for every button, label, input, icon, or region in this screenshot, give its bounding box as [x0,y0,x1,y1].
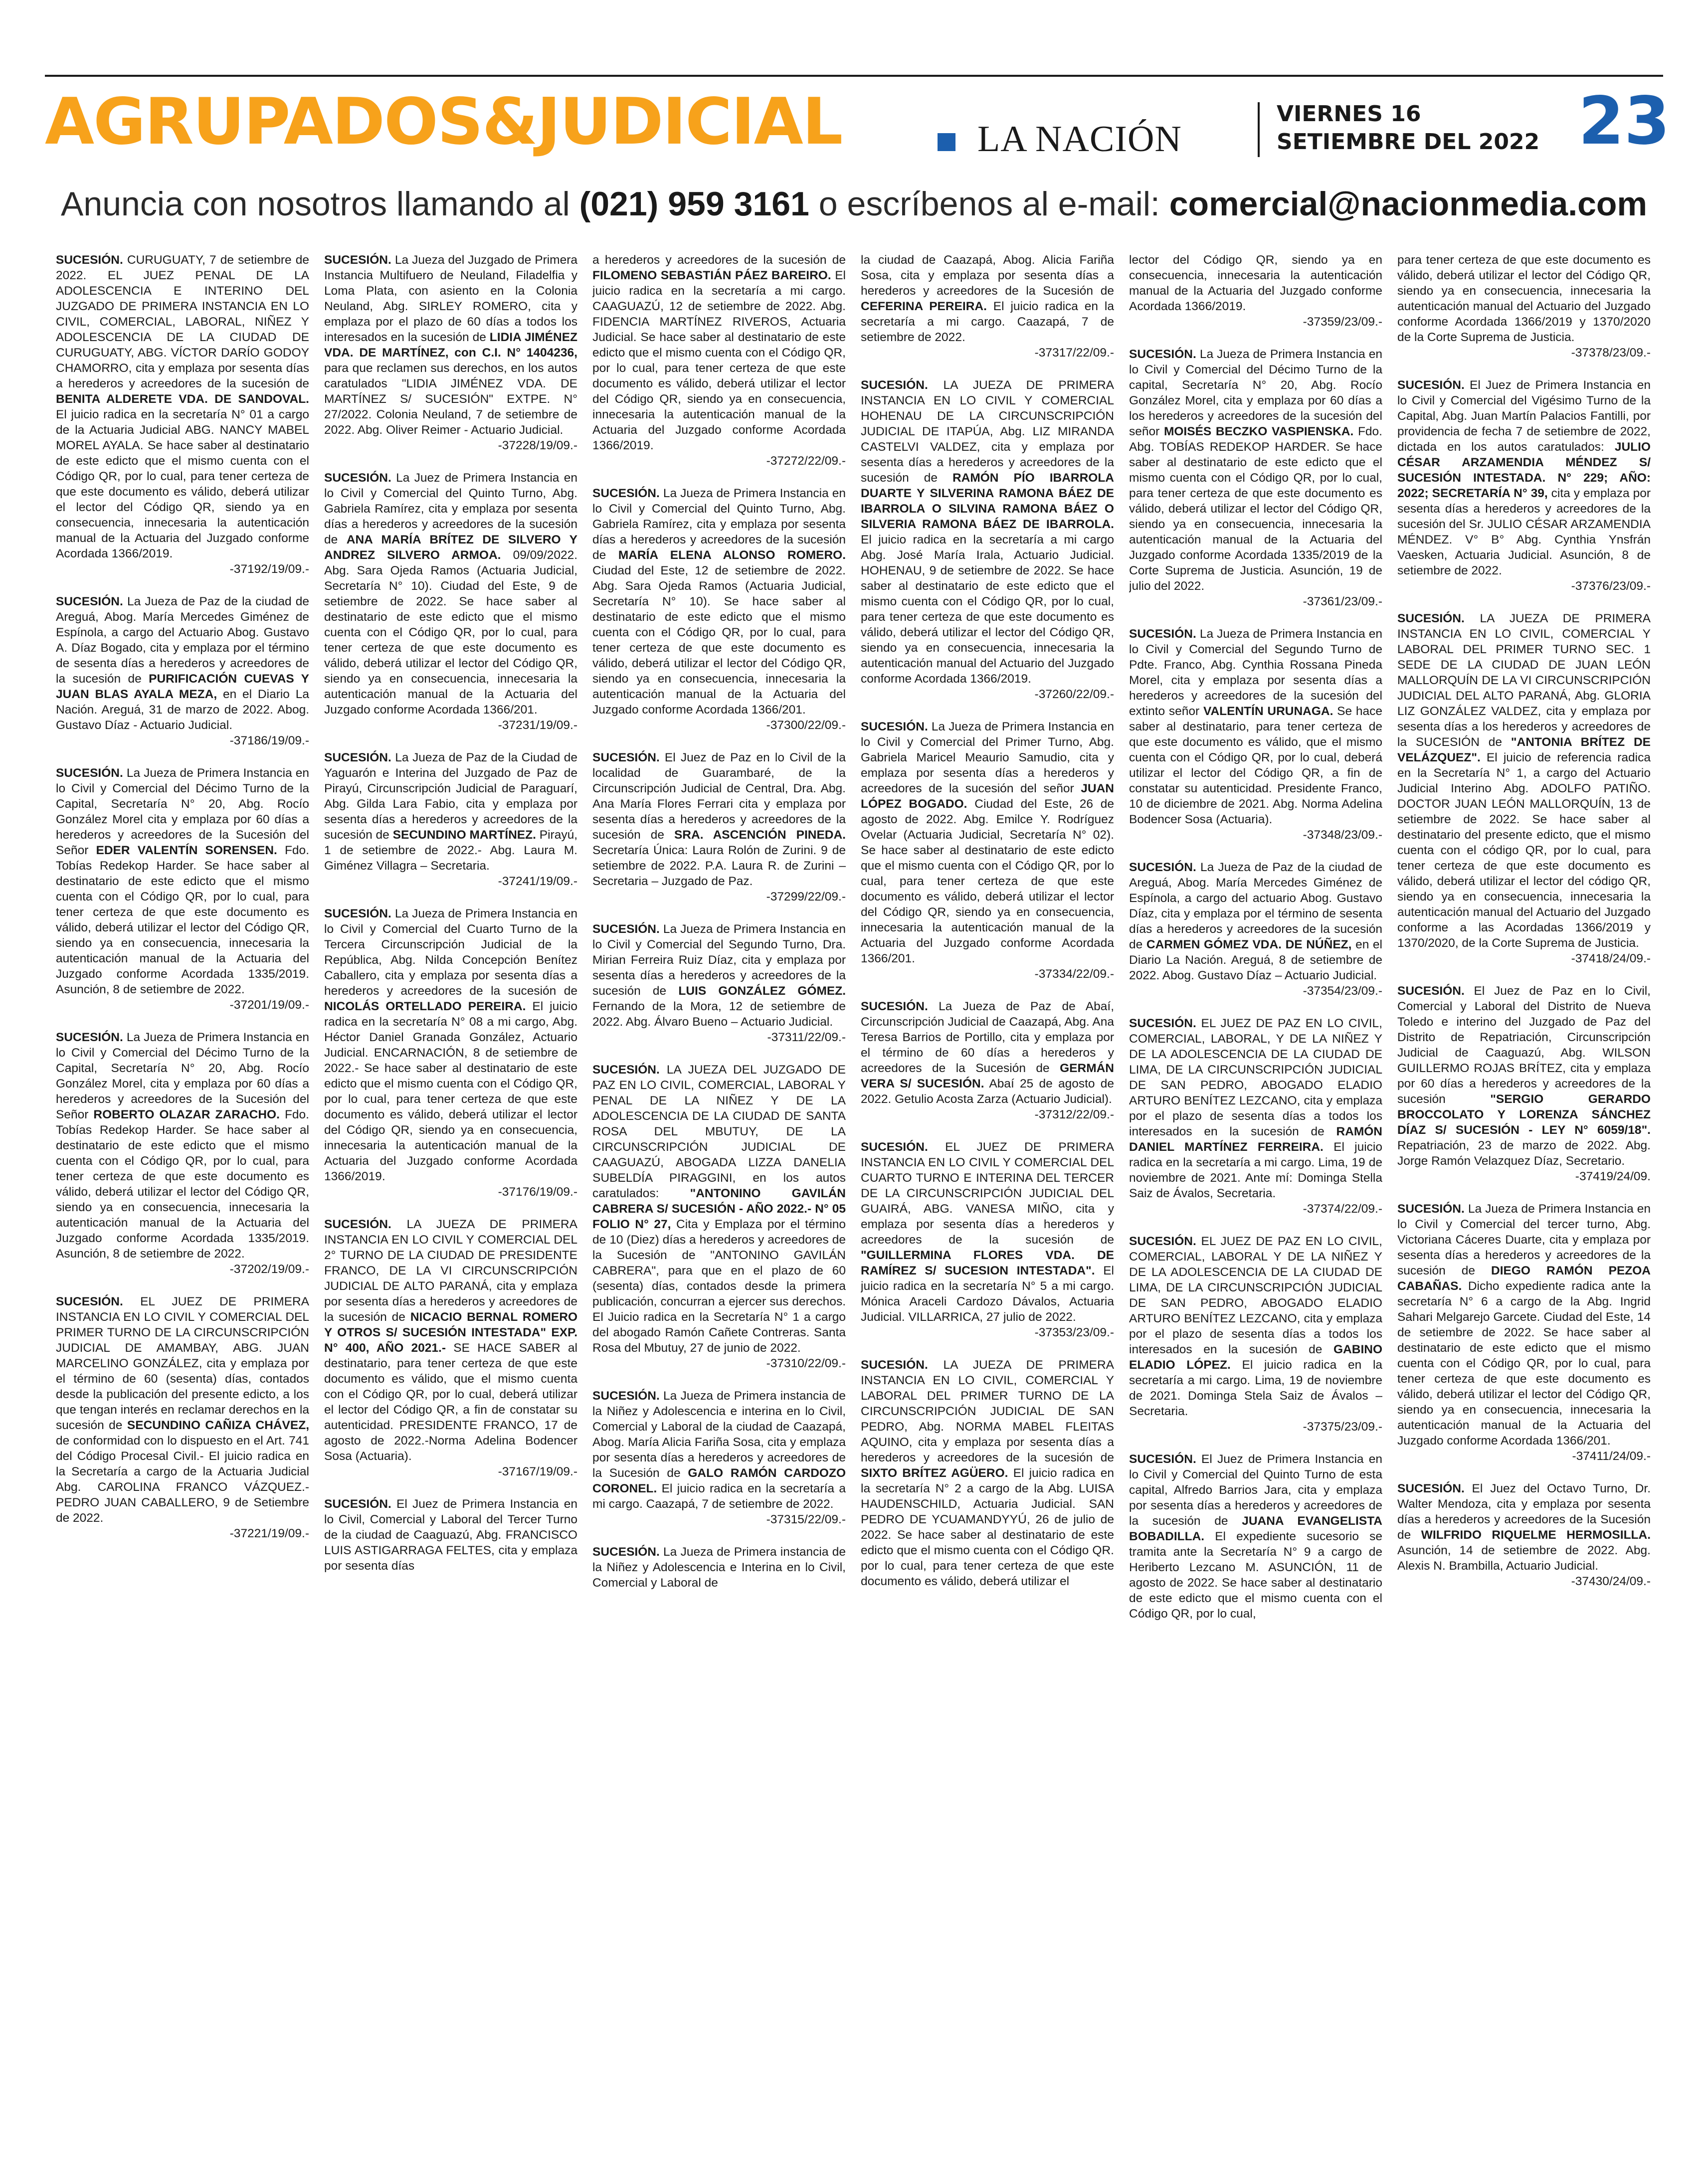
notice-text: LA JUEZA DEL JUZGADO DE PAZ EN LO CIVIL, COMERCIAL, LABORAL Y PENAL DE LA NIÑEZ Y DE LA ADOLESCENCIA DE LA CIUDAD DE SANTA ROSA DEL MBUTUY, DE LA CIRCUNSCRIPCIÓN JUDICIAL DE CAAGUAZÚ, ABOGADA LIZZA DANELIA SUBELDÍA PIRAGGINI, en los autos caratulados: [592,1063,846,1200]
legal-notice [1397,983,1651,1184]
notice-text: cita y emplaza por sesenta días a herederos y acreedores de la sucesión del Sr. JULIO CÉSAR ARZAMENDIA MÉNDEZ. V° B° Abg. Cynthia Ynsfrán Vaesken, Actuaria Judicial. Asunción, 8 de setiembre de 2022. [1397,487,1651,577]
notice-text: Ciudad del Este, 26 de agosto de 2022. Abg. Emilce Y. Rodríguez Ovelar (Actuaria Judicial, Secretaría N° 02). Se hace saber al destinatario de este edicto que el mismo cuenta con el Código QR, por lo cual, para tener certeza de que este documento es válido, deberá utilizar el lector del Código QR, siendo ya en consecuencia, innecesaria la autenticación manual de la Actuaria del Juzgado conforme Acordada 1366/201. [861,797,1114,965]
top-rule [45,75,1663,77]
notice-text: La Juez de Primera Instancia en lo Civil y Comercial del Quinto Turno, Abg. Gabriela Ramírez, cita y emplaza por sesenta días a herederos y acreedores de la sucesión de [324,471,577,546]
deceased-name: GABINO ELADIO LÓPEZ. [1129,1343,1382,1372]
deceased-name: ANA MARÍA BRÍTEZ DE SILVERO Y ANDREZ SILVERO ARMOA. [324,533,577,562]
notice-reference: -37192/19/09.- [229,562,309,576]
notice-text: Se hace saber al destinatario, para tener certeza de que este documento es válido, que el mismo cuenta con el Código QR, por lo cual, deberá utilizar el lector del Código QR, a fin de constatar su autenticidad. Presidente Franco, 10 de diciembre de 2021. Abg. Norma Adelina Bodencer Sosa (Actuaria). [1129,705,1382,826]
notice-text: La Jueza de Primera Instancia en lo Civil y Comercial del Quinto Turno, Abg. Gabriela Ramírez, cita y emplaza por sesenta días a herederos y acreedores de la sucesión de [592,487,846,562]
deceased-name: "GUILLERMINA FLORES VDA. DE RAMÍREZ S/ SUCESION INTESTADA". [861,1249,1114,1277]
paper-name: LA NACIÓN [977,119,1182,160]
legal-notice [1397,1201,1651,1464]
deceased-name: CARMEN GÓMEZ VDA. DE NÚÑEZ, [1146,938,1352,951]
notice-lead: SUCESIÓN. [592,1545,660,1559]
notice-lead: SUCESIÓN. [592,922,660,936]
legal-notice [56,1294,309,1541]
notice-text: Repatriación, 23 de marzo de 2022. Abg. Jorge Ramón Velazquez Díaz, Secretario. [1397,1139,1651,1168]
notice-reference: -37378/23/09.- [1571,346,1651,360]
notice-text: CURUGUATY, 7 de setiembre de 2022. EL JUEZ PENAL DE LA ADOLESCENCIA E INTERINO DEL JUZGADO DE PRIMERA INSTANCIA EN LO CIVIL, COMERCIAL, LABORAL, NIÑEZ Y ADOLESCENCIA DE LA CIUDAD DE CURUGUATY, ABG. VÍCTOR DARÍO GODOY CHAMORRO, cita y emplaza por sesenta días a herederos y acreedores de la sucesión de [56,253,309,390]
notice-lead: SUCESIÓN. [861,720,928,733]
notice-reference: -37430/24/09.- [1571,1575,1651,1588]
title-dot [938,133,955,151]
notice-text: La Jueza de Paz de la ciudad de Areguá, Abog. María Mercedes Giménez de Espínola, a cargo del Actuario Abog. Gustavo A. Díaz Bogado, cita y emplaza por el término de sesenta días a herederos y acreedores de la sucesión de [56,595,309,686]
legal-notice [1129,860,1382,999]
notice-text: El expediente sucesorio se tramita ante la Secretaría N° 9 a cargo de Heriberto Lezcano M. ASUNCIÓN, 11 de agosto de 2022. Se hace saber al destinatario de este edicto que el mismo cuenta con el Código QR, por lo cual, [1129,1530,1382,1621]
notice-lead: SUCESIÓN. [1129,627,1196,641]
notice-text: El juicio radica en la secretaría a mi cargo. Lima, 19 de noviembre de 2021. Ante mí: Dominga Stella Saiz de Ávalos, Secretaria. [1129,1140,1382,1200]
deceased-name: "SERGIO GERARDO BROCCOLATO Y LORENZA SÁNCHEZ DÍAZ S/ SUCESIÓN - LEY N° 6059/18". [1397,1092,1651,1137]
legal-notice [861,377,1114,702]
notice-reference: -37375/23/09.- [1303,1420,1382,1434]
notice-lead: SUCESIÓN. [56,766,123,780]
notice-reference: -37311/22/09.- [767,1031,846,1044]
legal-notice [324,906,577,1200]
notice-text: Fdo. Abg. TOBÍAS REDEKOP HARDER. Se hace saber al destinatario de este edicto que el mismo cuenta con el Código QR, por lo cual, para tener certeza de que este documento es válido, deberá utilizar el lector del Código QR, siendo ya en consecuencia, innecesaria la autenticación manual de la Actuaria del Juzgado conforme Acordada 1335/2019 de la Corte Suprema de Justicia. Asunción, 19 de julio del 2022. [1129,425,1382,593]
notice-reference: -37361/23/09.- [1303,595,1382,608]
notice-reference: -37411/24/09.- [1572,1450,1651,1463]
legal-notice [592,1388,846,1527]
notice-text: La Jueza de Primera Instancia en lo Civil y Comercial del Cuarto Turno de la Tercera Circunscripción Judicial de la República, Abg. Nilda Concepción Benítez Caballero, cita y emplaza por sesenta días a herederos y acreedores de la sucesión de [324,907,577,998]
notice-text: El Juez de Paz en lo Civil, Comercial y Laboral del Distrito de Nueva Toledo e interino del Juzgado de Paz del Distrito de Repatriación, Circunscripción Judicial de Caaguazú, Abg. WILSON GUILLERMO ROJAS BRÍTEZ, cita y emplaza por 60 días a herederos y acreedores de la sucesión [1397,984,1651,1106]
notice-text: para que reclamen sus derechos, en los autos caratulados "LIDIA JIMÉNEZ VDA. DE MARTÍNEZ S/ SUCESIÓN" EXTPE. N° 27/2022. Colonia Neuland, 7 de setiembre de 2022. Abg. Oliver Reimer - Actuario Judicial. [324,362,577,437]
notice-text: El juicio de referencia radica en la Secretaría N° 1, a cargo del Actuario Judicial Interino Abg. ADOLFO PATIÑO. DOCTOR JUAN LEÓN MALLORQUÍN, 13 de setiembre de 2022. Se hace saber al destinatario del presente edicto, que el mismo cuenta con el código QR, por lo cual, para tener certeza de que este documento es válido, deberá utilizar el lector del código QR, siendo ya en consecuencia, innecesaria la autenticación manual del Actuario del Juzgado conforme a las Acordadas 1366/2019 y 1370/2020, de la Corte Suprema de Justicia. [1397,751,1651,950]
legal-notice [861,719,1114,982]
deceased-name: GERMÁN VERA S/ SUCESIÓN. [861,1062,1114,1090]
legal-notice [324,1496,577,1574]
notice-text: Fdo. Tobías Redekop Harder. Se hace saber al destinatario de este edicto que el mismo cuenta con el Código QR, por lo cual, para tener certeza de que este documento es válido, deberá utilizar el lector del Código QR, siendo ya en consecuencia, innecesaria la autenticación manual de la Actuaria del Juzgado conforme Acordada 1335/2019. Asunción, 8 de setiembre de 2022. [56,844,309,996]
notice-reference: -37376/23/09.- [1571,579,1651,593]
notice-text: El Juez de Paz en lo Civil de la localidad de Guarambaré, de la Circunscripción Judicial de Central, Dra. Abg. Ana María Flores Ferrari cita y emplaza por sesenta días a herederos y acreedores de la sucesión de [592,751,846,842]
notice-lead: SUCESIÓN. [1397,1202,1465,1216]
notice-columns [56,252,1652,2162]
legal-notice [56,594,309,748]
notice-reference: -37419/24/09. [1575,1170,1651,1183]
legal-notice [592,486,846,733]
notice-lead: SUCESIÓN. [56,595,123,608]
legal-notice [861,1357,1114,1589]
notice-lead: SUCESIÓN. [1129,1235,1196,1248]
legal-notice [324,750,577,889]
legal-notice [1129,347,1382,609]
notice-lead: SUCESIÓN. [592,487,660,500]
notice-lead: SUCESIÓN. [1129,348,1196,361]
notice-text: Secretaría Única: Laura Rolón de Zurini. 9 de setiembre de 2022. P.A. Laura R. de Zurini – Secretaria – Juzgado de Paz. [592,844,846,888]
notice-text: para tener certeza de que este documento es válido, deberá utilizar el lector del Código QR, siendo ya en consecuencia, innecesaria la autenticación manual del Actuario del Juzgado conforme Acordada 1366/2019 y 1370/2020 de la Corte Suprema de Justicia. [1397,253,1651,344]
notice-reference: -37354/23/09.- [1303,984,1382,998]
deceased-name: "ANTONINO GAVILÁN CABRERA S/ SUCESIÓN - AÑO 2022.- N° 05 FOLIO N° 27, [592,1187,846,1231]
notice-text: Pirayú, 1 de setiembre de 2022.- Abg. Laura M. Giménez Villagra – Secretaria. [324,828,577,873]
deceased-name: LIDIA JIMÉNEZ VDA. DE MARTÍNEZ, con C.I. N° 1404236, [324,331,577,360]
notice-lead: SUCESIÓN. [56,1295,123,1308]
notice-reference: -37201/19/09.- [229,998,309,1012]
deceased-name: NICACIO BERNAL ROMERO Y OTROS S/ SUCESIÓN INTESTADA" EXP. N° 400, AÑO 2021.- [324,1310,577,1355]
notice-reference: -37312/22/09.- [1034,1108,1114,1121]
legal-notice [861,999,1114,1122]
notice-text: El juicio radica en la secretaría a mi cargo. Caazapá, 7 de setiembre de 2022. [861,300,1114,344]
deceased-name: LUIS GONZÁLEZ GÓMEZ. [678,984,846,998]
advert-phone: (021) 959 3161 [579,185,809,223]
notice-lead: SUCESIÓN. [56,253,123,267]
notice-column [1129,252,1382,2162]
notice-text: El juicio radica en la secretaría N° 5 a mi cargo. Mónica Araceli Cardozo Dávalos, Actuaria Judicial. VILLARRICA, 27 julio de 2022. [861,1264,1114,1324]
notice-text: Cita y Emplaza por el término de 10 (Diez) días a herederos y acreedores de la Sucesión de "ANTONINO GAVILÁN CABRERA", para que en el plazo de 60 (sesenta) días, contados desde la primera publicación, concurran a ejercer sus derechos. El Juicio radica en la Secretaría N° 1 a cargo del abogado Ramón Cañete Contreras. Santa Rosa del Mbutuy, 27 de junio de 2022. [592,1218,846,1355]
legal-notice [1397,1481,1651,1589]
notice-lead: SUCESIÓN. [1129,861,1196,874]
notice-text: La Jueza de Paz de la Ciudad de Yaguarón e Interina del Juzgado de Paz de Pirayú, Circunscripción Judicial de Paraguarí, Abg. Gilda Lara Fabio, cita y emplaza por sesenta días a herederos y acreedores de la sucesión de [324,751,577,842]
notice-text: La Jueza de Primera Instancia en lo Civil y Comercial del Segundo Turno, Dra. Mirian Ferreira Ruiz Díaz, cita y emplaza por sesenta días a herederos y acreedores de la sucesión de [592,922,846,998]
notice-text: La Jueza de Primera instancia de la Niñez y Adolescencia e Interina en lo Civil, Comercial y Laboral de [592,1545,846,1590]
notice-text: Asunción, 14 de setiembre de 2022. Abg. Alexis N. Brambilla, Actuario Judicial. [1397,1544,1651,1573]
legal-notice [1397,611,1651,966]
notice-lead: SUCESIÓN. [1397,378,1465,392]
deceased-name: MOISÉS BECZKO VASPIENSKA. [1163,425,1354,438]
notice-text: El Juez de Primera Instancia en lo Civil, Comercial y Laboral del Tercer Turno de la ciudad de Caaguazú, Abg. FRANCISCO LUIS ASTIGARRAGA FELTES, cita y emplaza por sesenta días [324,1497,577,1573]
notice-text: La Jueza de Primera instancia de la Niñez y Adolescencia e interina en lo Civil, Comercial y Laboral de la ciudad de Caazapá, Abog. María Alicia Fariña Sosa, cita y emplaza por sesenta días a herederos y acreedores de la Sucesión de [592,1389,846,1480]
notice-reference: -37241/19/09.- [498,875,577,888]
legal-notice [56,765,309,1013]
notice-text: de conformidad con lo dispuesto en el Art. 741 del Código Procesal Civil.- El juicio radica en la Secretaría a cargo de la Actuaria Judicial Abg. CAROLINA FRANCO VÁZQUEZ.- PEDRO JUAN CABALLERO, 9 de Setiembre de 2022. [56,1434,309,1525]
deceased-name: SECUNDINO CAÑIZA CHÁVEZ, [127,1419,309,1432]
legal-notice [861,252,1114,361]
notice-text: 09/09/2022. Abg. Sara Ojeda Ramos (Actuaria Judicial, Secretaría N° 10). Ciudad del Este, 9 de setiembre de 2022. Se hace saber al destinatario de este edicto que el mismo cuenta con el Código QR, por lo cual, para tener certeza de que este documento es válido, deberá utilizar el lector del Código QR, siendo ya en consecuencia, innecesaria la autenticación manual de la Actuaria del Juzgado conforme Acordada 1366/201. [324,548,577,717]
advert-line [0,184,1708,223]
notice-text: LA JUEZA DE PRIMERA INSTANCIA EN LO CIVIL Y COMERCIAL HOHENAU DE LA CIRCUNSCRIPCIÓN JUDICIAL DE ITAPÚA, Abg. LIZ MIRANDA CASTELVI VALDEZ, cita y emplaza por sesenta días a herederos y acreedores de la sucesión de [861,378,1114,485]
notice-text: EL JUEZ DE PAZ EN LO CIVIL, COMERCIAL, LABORAL Y DE LA NIÑEZ Y DE LA ADOLESCENCIA DE LA CIUDAD DE LIMA, DE LA CIRCUNSCRIPCIÓN JUDICIAL DE SAN PEDRO, ABOGADO ELADIO ARTURO BENÍTEZ LEZCANO, cita y emplaza por el plazo de sesenta días a todos los interesados en la sucesión de [1129,1235,1382,1356]
notice-lead: SUCESIÓN. [861,1000,928,1013]
notice-lead: SUCESIÓN. [56,1031,123,1044]
notice-text: El juicio radica en la secretaría a mi cargo. Caazapá, 7 de setiembre de 2022. [592,1482,846,1511]
notice-reference: -37310/22/09.- [766,1357,846,1370]
deceased-name: BENITA ALDERETE VDA. DE SANDOVAL. [56,392,309,406]
notice-text: El juicio radica en la secretaría N° 08 a mi cargo, Abg. Héctor Daniel Granada González, Actuario Judicial. ENCARNACIÓN, 8 de setiembre de 2022.- Se hace saber al destinatario de este edicto que el mismo cuenta con el Código QR, por lo cual, para tener certeza de que este documento es válido, deberá utilizar el lector del Código QR, siendo ya en consecuencia, innecesaria la autenticación manual de la Actuaria del Juzgado conforme Acordada 1366/2019. [324,1000,577,1183]
notice-reference: -37221/19/09.- [229,1527,309,1540]
date-month: SETIEMBRE DEL 2022 [1277,129,1540,155]
notice-reference: -37334/22/09.- [1034,967,1114,981]
notice-text: en el Diario La Nación. Areguá, 31 de marzo de 2022. Abog. Gustavo Díaz - Actuario Judicial. [56,688,309,732]
legal-notice [592,1544,846,1591]
deceased-name: EDER VALENTÍN SORENSEN. [96,844,277,857]
notice-reference: -37418/24/09.- [1571,952,1651,965]
notice-lead: SUCESIÓN. [1397,984,1465,998]
deceased-name: JUANA EVANGELISTA BOBADILLA. [1129,1514,1382,1543]
deceased-name: SRA. ASCENCIÓN PINEDA. [674,828,846,842]
notice-lead: SUCESIÓN. [1129,1017,1196,1030]
notice-text: La Jueza de Primera Instancia en lo Civil y Comercial del Décimo Turno de la Capital, Secretaría N° 20, Abg. Rocío González Morel cita y emplaza por 60 días a herederos y acreedores de la Sucesión del Señor [56,766,309,857]
notice-reference: -37317/22/09.- [1034,346,1114,360]
deceased-name: GALO RAMÓN CARDOZO CORONEL. [592,1466,846,1495]
notice-text: en el Diario La Nación. Areguá, 8 de setiembre de 2022. Abog. Gustavo Díaz – Actuario Judicial. [1129,938,1382,982]
notice-text: LA JUEZA DE PRIMERA INSTANCIA EN LO CIVIL Y COMERCIAL DEL 2° TURNO DE LA CIUDAD DE PRESIDENTE FRANCO, DE LA VI CIRCUNSCRIPCIÓN JUDICIAL DE ALTO PARANÁ, cita y emplaza por sesenta días a herederos y acreedores de la sucesión de [324,1218,577,1324]
deceased-name: JUAN LÓPEZ BOGADO. [861,782,1114,811]
notice-reference: -37348/23/09.- [1303,828,1382,842]
notice-text: La Jueza de Primera Instancia en lo Civil y Comercial del Primer Turno, Abg. Gabriela Maricel Meaurio Samudio, cita y emplaza por sesenta días a herederos y acreedores de la sucesión del señor [861,720,1114,795]
advert-text-2: o escríbenos al e-mail: [809,185,1169,223]
notice-reference: -37315/22/09.- [766,1513,846,1526]
notice-lead: SUCESIÓN. [1397,612,1465,625]
legal-notice [592,921,846,1045]
notice-text: La Jueza de Primera Instancia en lo Civil y Comercial del Décimo Turno de la capital, Secretaría N° 20, Abg. Rocío González Morel, cita y emplaza por 60 días a los herederos y acreedores de la sucesión del señor [1129,348,1382,438]
legal-notice [1397,252,1651,361]
legal-notice [1397,377,1651,594]
legal-notice [592,252,846,469]
notice-text: El Juez de Primera Instancia en lo Civil y Comercial del Vigésimo Turno de la Capital, Abg. Juan Martín Palacios Fantilli, por providencia de fecha 7 de setiembre de 2022, dictada en los autos caratulados: [1397,378,1651,454]
notice-lead: SUCESIÓN. [592,1389,660,1403]
notice-reference: -37359/23/09.- [1303,315,1382,329]
legal-notice [592,1062,846,1371]
notice-text: El Juez del Octavo Turno, Dr. Walter Mendoza, cita y emplaza por sesenta días a herederos y acreedores de la Sucesión de [1397,1482,1651,1542]
date-day: VIERNES 16 [1277,101,1421,127]
deceased-name: ROBERTO OLAZAR ZARACHO. [93,1108,280,1121]
deceased-name: JULIO CÉSAR ARZAMENDIA MÉNDEZ S/ SUCESIÓN INTESTADA. N° 229; AÑO: 2022; SECRETARÍA N° 39, [1397,440,1651,500]
notice-text: El Juez de Primera Instancia en lo Civil y Comercial del Quinto Turno de esta capital, Alfredo Barrios Jara, cita y emplaza por sesenta días a herederos y acreedores de la sucesión de [1129,1453,1382,1528]
notice-text: lector del Código QR, siendo ya en consecuencia, innecesaria la autenticación manual de la Actuaria del Juzgado conforme Acordada 1366/2019. [1129,253,1382,313]
page-number: 23 [1578,83,1670,160]
notice-lead: SUCESIÓN. [861,1140,928,1154]
notice-reference: -37186/19/09.- [229,734,309,747]
legal-notice [1129,626,1382,843]
legal-notice [56,252,309,577]
notice-reference: -37231/19/09.- [498,719,577,732]
legal-notice [56,1030,309,1277]
legal-notice [324,252,577,453]
notice-lead: SUCESIÓN. [324,907,391,920]
advert-email: comercial@nacionmedia.com [1169,185,1647,223]
notice-text: a herederos y acreedores de la sucesión de [592,253,846,267]
notice-text: EL JUEZ DE PAZ EN LO CIVIL, COMERCIAL, LABORAL, Y DE LA NIÑEZ Y DE LA ADOLESCENCIA DE LA CIUDAD DE LIMA, DE LA CIRCUNSCRIPCIÓN JUDICIAL DE SAN PEDRO, ABOGADO ELADIO ARTURO BENÍTEZ LEZCANO, cita y emplaza por el plazo de sesenta días a todos los interesados en la sucesión de [1129,1017,1382,1138]
deceased-name: NICOLÁS ORTELLADO PEREIRA. [324,1000,526,1013]
deceased-name: DIEGO RAMÓN PEZOA CABAÑAS. [1397,1264,1651,1293]
notice-reference: -37353/23/09.- [1034,1326,1114,1339]
notice-text: La Jueza de Paz de Abaí, Circunscripción Judicial de Caazapá, Abg. Ana Teresa Barrios de Portillo, cita y emplaza por el término de 60 días a herederos y acreedores de la Sucesión de [861,1000,1114,1075]
deceased-name: VALENTÍN URUNAGA. [1203,705,1333,718]
notice-reference: -37272/22/09.- [766,454,846,468]
notice-text: Dicho expediente radica ante la secretaría N° 6 a cargo de la Abg. Ingrid Sahari Melgarejo Garcete. Ciudad del Este, 14 de setiembre de 2022. Se hace saber al destinatario de este edicto que el mismo cuenta con el Código QR, por lo cual, para tener certeza de que este documento es válido, deberá utilizar el lector del Código QR, siendo ya en consecuencia, innecesaria la autenticación manual de la Actuaria del Juzgado conforme Acordada 1366/201. [1397,1279,1651,1448]
legal-notice [861,1139,1114,1340]
notice-text: La Jueza de Primera Instancia en lo Civil y Comercial del tercer turno, Abg. Victoriana Cáceres Duarte, cita y emplaza por sesenta días a herederos y acreedores de la sucesión de [1397,1202,1651,1277]
notice-column [1397,252,1651,2162]
notice-text: Abaí 25 de agosto de 2022. Getulio Acosta Zarza (Actuario Judicial). [861,1077,1114,1106]
legal-notice [1129,1016,1382,1217]
deceased-name: CEFERINA PEREIRA. [861,300,987,313]
notice-text: La Jueza de Primera Instancia en lo Civil y Comercial del Segundo Turno de Pdte. Franco, Abg. Cynthia Rossana Pineda Morel, cita y emplaza por sesenta días a herederos y acreedores de la sucesión del extinto señor [1129,627,1382,718]
notice-reference: -37176/19/09.- [498,1185,577,1199]
notice-reference: -37202/19/09.- [229,1263,309,1276]
notice-lead: SUCESIÓN. [592,751,660,764]
notice-text: LA JUEZA DE PRIMERA INSTANCIA EN LO CIVIL, COMERCIAL Y LABORAL DEL PRIMER TURNO SEC. 1 SEDE DE LA CIUDAD DE JUAN LEÓN MALLORQUÍN DE LA VI CIRCUNSCRIPCIÓN JUDICIAL DEL ALTO PARANÁ, Abg. GLORIA LIZ GONZÁLEZ VALDEZ, cita y emplaza por sesenta días a los herederos y acreedores de la SUCESIÓN de [1397,612,1651,749]
deceased-name: RAMÓN DANIEL MARTÍNEZ FERREIRA. [1129,1125,1382,1154]
notice-text: El juicio radica en la secretaría N° 01 a cargo de la Actuaria Judicial ABG. NANCY MABEL MOREL AYALA. Se hace saber al destinatario de este edicto que el mismo cuenta con el Código QR, por lo cual, para tener certeza de que este documento es válido, deberá utilizar el lector del Código QR, siendo ya en consecuencia, innecesaria la autenticación manual de la Actuaria del Juzgado conforme Acordada 1366/2019. [56,408,309,560]
notice-text: Fdo. Tobías Redekop Harder. Se hace saber al destinatario de este edicto que el mismo cuenta con el Código QR, por lo cual, para tener certeza de que este documento es válido, deberá utilizar el lector del Código QR, siendo ya en consecuencia, innecesaria la autenticación manual de la Actuaria del Juzgado conforme Acordada 1335/2019. Asunción, 8 de setiembre de 2022. [56,1108,309,1261]
deceased-name: "ANTONIA BRÍTEZ DE VELÁZQUEZ". [1397,735,1651,764]
notice-text: EL JUEZ DE PRIMERA INSTANCIA EN LO CIVIL Y COMERCIAL DEL PRIMER TURNO DE LA CIRCUNSCRIPCIÓN JUDICIAL DE AMAMBAY, ABG. JUAN MARCELINO GONZÁLEZ, cita y emplaza por el término de 60 (sesenta) días, contados desde la publicación del presente edicto, a los que tengan interés en reclamar derechos en la sucesión de [56,1295,309,1432]
notice-lead: SUCESIÓN. [1129,1453,1196,1466]
deceased-name: MARÍA ELENA ALONSO ROMERO. [618,548,846,562]
masthead [45,83,1670,172]
notice-lead: SUCESIÓN. [324,471,391,485]
deceased-name: WILFRIDO RIQUELME HERMOSILLA. [1421,1528,1651,1542]
notice-text: La Jueza de Primera Instancia en lo Civil y Comercial del Décimo Turno de la Capital, Secretaría N° 20, Abg. Rocío González Morel, cita y emplaza por 60 días a herederos y acreedores de la Sucesión del Señor [56,1031,309,1121]
notice-lead: SUCESIÓN. [861,1358,928,1372]
notice-lead: SUCESIÓN. [324,751,391,764]
notice-reference: -37228/19/09.- [498,439,577,452]
deceased-name: PURIFICACIÓN CUEVAS Y JUAN BLAS AYALA MEZA, [56,672,309,701]
notice-text: LA JUEZA DE PRIMERA INSTANCIA EN LO CIVIL, COMERCIAL Y LABORAL DEL PRIMER TURNO DE LA CIRCUNSCRIPCIÓN JUDICIAL DE SAN PEDRO, Abg. NORMA MABEL FLEITAS AQUINO, cita y emplaza por sesenta días a herederos y acreedores de la sucesión de [861,1358,1114,1464]
notice-text: SE HACE SABER al destinatario, para tener certeza de que este documento es válido, que el mismo cuenta con el Código QR, por lo cual, deberá utilizar el lector del Código QR, a fin de constatar su autenticidad. PRESIDENTE FRANCO, 17 de agosto de 2022.-Norma Adelina Bodencer Sosa (Actuaria). [324,1341,577,1463]
deceased-name: RAMÓN PÍO IBARROLA DUARTE Y SILVERINA RAMONA BÁEZ DE IBARROLA O SILVINA RAMONA BÁEZ O SILVERIA RAMONA BÁEZ DE IBARROLA. [861,471,1114,531]
notice-column [56,252,309,2162]
notice-reference: -37300/22/09.- [766,719,846,732]
legal-notice [1129,1234,1382,1435]
notice-column [592,252,846,2162]
notice-reference: -37299/22/09.- [766,890,846,904]
notice-text: El juicio radica en la secretaría N° 2 a cargo de la Abg. LUISA HAUDENSCHILD, Actuaria Judicial. SAN PEDRO DE YCUAMANDYYÚ, 26 de julio de 2022. Se hace saber al destinatario de este edicto que el mismo cuenta con el Código QR. por lo cual, para tener certeza de que este documento es válido, deberá utilizar el [861,1466,1114,1588]
legal-notice [324,1217,577,1479]
notice-text: La Jueza de Paz de la ciudad de Areguá, Abog. María Mercedes Giménez de Espínola, a cargo del actuario Abog. Gustavo Díaz, cita y emplaza por el término de sesenta días a herederos y acreedores de la sucesión de [1129,861,1382,951]
notice-lead: SUCESIÓN. [324,1218,391,1231]
notice-text: Ciudad del Este, 12 de setiembre de 2022. Abg. Sara Ojeda Ramos (Actuaria Judicial, Secretaría N° 10). Se hace saber al destinatario de este edicto que el mismo cuenta con el Código QR, por lo cual, para tener certeza de que este documento es válido, deberá utilizar el lector del Código QR, siendo ya en consecuencia, innecesaria la autenticación manual de la Actuaria del Juzgado conforme Acordada 1366/201. [592,564,846,717]
notice-text: la ciudad de Caazapá, Abog. Alicia Fariña Sosa, cita y emplaza por sesenta días a herederos y acreedores de la Sucesión de [861,253,1114,298]
legal-notice [1129,1452,1382,1622]
advert-text: Anuncia con nosotros llamando al [61,185,579,223]
notice-text: Fernando de la Mora, 12 de setiembre de 2022. Abg. Álvaro Bueno – Actuario Judicial. [592,1000,846,1029]
notice-lead: SUCESIÓN. [861,378,928,392]
legal-notice [324,470,577,733]
section-title: AGRUPADOS&JUDICIAL [45,85,842,159]
notice-column [861,252,1114,2162]
notice-text: El juicio radica en la secretaría a mi cargo. CAAGUAZÚ, 12 de setiembre de 2022. Abg. FIDENCIA MARTÍNEZ RIVEROS, Actuaria Judicial. Se hace saber al destinatario de este edicto que el mismo cuenta con el Código QR, por lo cual, para tener certeza de que este documento es válido, deberá utilizar el lector del Código QR, siendo ya en consecuencia, innecesaria la autenticación manual de la Actuaria del Juzgado conforme Acordada 1366/2019. [592,269,846,452]
notice-lead: SUCESIÓN. [1397,1482,1465,1495]
notice-text: EL JUEZ DE PRIMERA INSTANCIA EN LO CIVIL Y COMERCIAL DEL CUARTO TURNO E INTERINA DEL TERCER DE LA CIRCUNSCRIPCIÓN JUDICIAL DEL GUAIRÁ, ABG. VANESA MIÑO, cita y emplaza por sesenta días a herederos y acreedores de la sucesión de [861,1140,1114,1247]
notice-text: El juicio radica en la secretaría a mi cargo. Lima, 19 de noviembre de 2021. Dominga Stela Saiz de Ávalos – Secretaria. [1129,1358,1382,1418]
notice-reference: -37167/19/09.- [498,1465,577,1478]
notice-text: La Jueza del Juzgado de Primera Instancia Multifuero de Neuland, Filadelfia y Loma Plata, con asiento en la Colonia Neuland, Abg. SIRLEY ROMERO, cita y emplaza por el plazo de 60 días a todos los interesados en la sucesión de [324,253,577,344]
deceased-name: FILOMENO SEBASTIÁN PÁEZ BAREIRO. [592,269,831,282]
legal-notice [1129,252,1382,330]
notice-reference: -37260/22/09.- [1034,688,1114,701]
legal-notice [592,750,846,905]
deceased-name: SIXTO BRÍTEZ AGÜERO. [861,1466,1008,1480]
deceased-name: SECUNDINO MARTÍNEZ. [392,828,536,842]
notice-lead: SUCESIÓN. [324,253,391,267]
notice-lead: SUCESIÓN. [592,1063,660,1077]
notice-lead: SUCESIÓN. [324,1497,391,1511]
notice-reference: -37374/22/09.- [1303,1202,1382,1216]
masthead-separator [1258,102,1260,157]
notice-column [324,252,577,2162]
notice-text: El juicio radica en la secretaría a mi cargo Abg. José María Irala, Actuario Judicial. HOHENAU, 9 de setiembre de 2022. Se hace saber al destinatario de este edicto que el mismo cuenta con el Código QR, por lo cual, para tener certeza de que este documento es válido, deberá utilizar el lector del Código QR, siendo ya en consecuencia, innecesaria la autenticación manual del Actuario del Juzgado conforme Acordada 1366/2019. [861,533,1114,686]
